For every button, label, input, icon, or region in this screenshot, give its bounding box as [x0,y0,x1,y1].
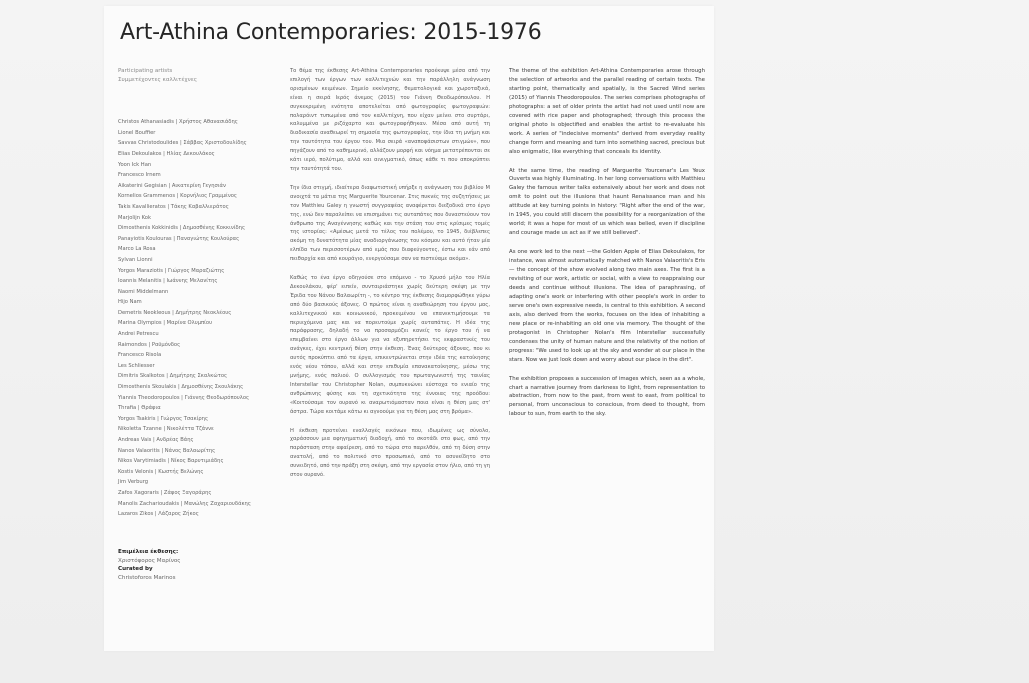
artist-name: Andreas Vais | Ανδρέας Βάης [118,437,194,443]
artist-name: Kornelios Grammenos | Κορνήλιος Γραμμένος [118,193,237,200]
artist-name: Marjolijn Kok [118,214,151,221]
curation-label-gr: Επιμέλεια έκθεσης: [118,549,179,555]
artist-name: Thrafia | Θράφια [118,405,161,412]
artist-name: Nikoletta Tzanne | Νικολέττα Τζάννε [118,426,214,433]
english-paragraph: At the same time, the reading of Marguerite Yourcenar's Les Yeux Ouverts was highly illuminating. In her long conversations with Matthieu Galey the famous writer talks extensively about her work and does not omit to point out the illusions that haunt Renaissance man and his attitude at key turning points in history: "Right after the end of the war, in 1945, you could still discern the possibility for a reorganization of the world; it was a hope for most of us which was belied, even if discipline and courage made us act as if we still believed". [509,167,705,237]
english-paragraph: The theme of the exhibition Art-Athina Contemporaries arose through the selection of artworks and the parallel reading of certain texts. The starting point, thematically and spatially, is the Sacred Wind series (2015) of Yiannis Theodoropoulos. The series comprises photographs of photographs: a set of older prints the artist had not used until now are covered with rice paper and photographed; through this process the original photo is objectified and enables the artist to re-evaluate his work. A series of "indecisive moments" derived from everyday reality change form and meaning and turn into something sacred, precious but also enigmatic, like everything that conceals its identity. [509,68,705,155]
english-text-column [509,67,705,429]
exhibition-title: Art-Athina Contemporaries: 2015-1976 [120,20,542,45]
participants-heading-en: Participating artists [118,68,173,74]
artist-list [118,117,278,520]
artist-name: Hijo Nam [118,299,142,306]
artist-name: Demetris Neokleous | Δημήτρης Νεοκλέους [118,309,232,316]
english-paragraph: The exhibition proposes a succession of images which, seen as a whole, chart a narrative journey from darkness to light, from representation to abstraction, from now to the past, from west to east, from political to personal, from unconscious to conscious, from deed to thought, from labour to sun, from earth to the sky. [509,375,705,418]
artist-name: Dimitris Skalkotos | Δημήτρης Σκαλκώτος [118,373,228,380]
artist-name: Yiannis Theodoropoulos | Γιάννης Θεοδωρόπουλος [118,394,250,401]
artist-name: Lazaros Zikos | Λάζαρος Ζήκος [118,511,199,518]
artist-name: Nikos Varytimiadis | Νίκος Βαρυτιμιάδης [118,458,224,465]
greek-paragraph: Την ίδια στιγμή, ιδιαίτερα διαφωτιστική υπήρξε η ανάγνωση του βιβλίου Μ ανοιχτά τα μάτια της Marguerite Yourcenar. Στις πυκνές της συζητήσεις με τον Matthieu Galey η γνωστή συγγραφέας αναφέρεται διεξοδικά στο έργο της, ενώ δεν παραλείπει να επισημάνει τις αυταπάτες που δυναστεύουν τον άνθρωπο της Αναγέννησης καθώς και την στάση του στις κρίσιμες τομές της ιστορίας: «Αμέσως μετά το τέλος του πολέμου, το 1945, διέβλεπες ακόμη τη δυνατότητα μίας αναδιοργάνωσης του κόσμου και αυτό ήταν μία ελπίδα των περισσοτέρων από εμάς που διαφεύγοντες, έστω και εάν από πειθαρχία και από κουράγιο, ενεργούσαμε σαν να πιστεύαμε ακόμα». [290,184,490,263]
artist-name: Manolis Zacharioudakis | Μανώλης Ζαχαριουδάκης [118,500,251,507]
artist-name: Jim Verburg [118,479,149,486]
artist-name: Yorgos Maraziotis | Γιώργος Μαραζιώτης [118,267,225,274]
artist-name: Francesco Irnem [118,172,161,179]
artist-name: Francesco Risola [118,352,162,359]
participants-heading-gr: Συμμετέχοντες καλλιτέχνες [118,76,198,83]
artist-name: Marco La Rosa [118,246,156,253]
artist-name: Les Schliesser [118,362,155,369]
artist-name: Elias Dekoulakos | Ηλίας Δεκουλάκος [118,150,215,157]
greek-paragraph: Καθώς το ένα έργο οδηγούσε στο επόμενο - το Χρυσό μήλο του Ηλία Δεκουλάκου, φέρ' ειπείν, συνταιριάστηκε χωρίς δεύτερη σκέψη με την Έριδα του Νάνου Βαλαωρίτη -, το κέντρο της έκθεσης διαμορφώθηκε γύρω από δύο βασικούς άξονες. Ο πρώτος είναι η αναθεώρηση του έργου μας, καλλιτεχνικού και κοινωνικού, προκειμένου να επανεκτιμήσουμε τα περιεχόμενα μας και να πορευτούμε χωρίς αυταπάτες. Η ιδέα της παράφρασης, δηλαδή το να προσαρμόζει κανείς το έργο του ή να επεμβαίνει στο έργο άλλων για να εξυπηρετήσει τις εκφραστικές του ανάγκες, έχει κεντρική θέση στην έκθεση. Ένας δεύτερος άξονας, που κι αυτός προκύπτει από τα έργα, επικεντρώνεται στην ιδέα της κατοίκησης ενός νέου τόπου, αλλά και στην επιθυμία επανακατοίκησης, μέσω της μνήμης, ενός παλιού. Ο συλλογισμός του πρωταγωνιστή της ταινίας Interstellar του Christopher Nolan, συμπυκνώνει εύστοχα το ενιαίο της ανθρώπινης φύσης και τη σχετικότητα της έννοιας της προόδου: «Κοιτούσαμε τον ουρανό κι αναρωτιόμασταν ποια είναι η θέση μας στ' άστρα. Τώρα κοιτάμε κάτω κι αγνοούμε για τη θέση μας στη βρόμα». [290,275,490,415]
greek-text-column [290,67,490,490]
english-paragraph: As one work led to the next —the Golden Apple of Elias Dekoulakos, for instance, was almost automatically matched with Nanos Valaoritis's Eris— the concept of the show evolved along two main axes. The first is a revisiting of our work, artistic or social, with a view to reappraising our deeds and continue without illusions. The idea of paraphrasing, of adapting one's work or interfering with other people's work in order to serve one's own expressive needs, is central to this exhibition. A second axis, also derived from the works, focuses on the idea of inhabiting a new place or re-inhabiting an old one via memory. The thought of the protagonist in Christopher Nolan's film Interstellar successfully condenses the unity of human nature and the relativity of the notion of progress: "We used to look up at the sky and wonder at our place in the stars. Now we just look down and worry about our place in the dirt". [509,249,705,363]
participants-column [118,67,278,520]
artist-name: Yorgos Tsakiris | Γιώργος Τσακίρης [118,415,209,422]
curator-name-gr: Χριστόφορος Μαρίνος [118,557,181,564]
artist-name: Zafos Xagoraris | Ζάφος Ξαγοράρης [118,489,212,496]
artist-name: Savvas Christodoulides | Σάββας Χριστοδουλίδης [118,140,247,147]
artist-name: Dimosthenis Kokkinidis | Δημοσθένης Κοκκινίδης [118,225,245,232]
artist-name: Naomi Middelmann [118,288,169,295]
curator-name-en: Christoforos Marinos [118,574,176,581]
artist-name: Sylvan Lionni [118,256,153,263]
artist-name: Dimosthenis Skoulakis | Δημοσθένης Σκουλάκης [118,384,244,391]
curation-credits [118,548,278,582]
greek-paragraph: Το θέμα της έκθεσης Art-Athina Contemporaries προέκυψε μέσα από την επιλογή των έργων των καλλιτεχνών και την παράλληλη ανάγνωση ορισμένων κειμένων. Σημείο εκκίνησης, θεματολογικά και χωροταξικά, είναι η σειρά Ιερός άνεμος (2015) του Γιάννη Θεοδωρόπουλου. Η συγκεκριμένη ενότητα αποτελείται από φωτογραφίες φωτογραφιών: πολαρόιντ τυπωμένα από τον καλλιτέχνη, που είχαν μείνει στο συρτάρι, καλυμμένα με ριζόχαρτο και φωτογραφήθηκαν. Μέσα από αυτή τη διαδικασία αναθεωρεί τη σημασία της φωτογραφίας, την ίδια τη μνήμη και την ταυτότητα του έργου του. Μια σειρά «αναποφάσιστων στιγμών», που πηγάζουν από το καθημερινό, αλλάζουν μορφή και νόημα μετατρέπονται σε κάτι ιερό, πολύτιμο, αλλά και αινιγματικό, όπως κάθε τι που αποκρύπτει την ταυτότητά του. [290,68,490,172]
artist-name: Ioannis Melanitis | Ιωάννης Μελανίτης [118,278,218,285]
artist-name: Andrei Petrescu [118,331,159,338]
artist-name: Yoon Ick Han [118,161,152,168]
artist-name: Aikaterini Gegisian | Αικατερίνη Γεγησιάν [118,182,226,189]
artist-name: Christos Athanasiadis | Χρήστος Αθανασιάδης [118,119,238,126]
artist-name: Nanos Valaoritis | Νάνος Βαλαωρίτης [118,447,216,454]
artist-name: Takis Kavallieratos | Τάκης Καβαλλιεράτος [118,203,229,210]
artist-name: Marina Olympios | Μαρίνα Ολυμπίου [118,320,213,327]
artist-name: Lionel Bouffier [118,129,156,136]
artist-name: Panayiotis Koulouras | Παναγιώτης Κουλούρας [118,235,240,242]
artist-name: Raimondos | Ραϋμόνδος [118,341,181,348]
curation-label-en: Curated by [118,566,153,573]
greek-paragraph: Η έκθεση προτείνει εναλλαγές εικόνων που, ιδωμένες ως σύνολο, χαράσσουν μια αφηγηματική διαδοχή, από το σκοτάδι στο φως, από την παράσταση στην αφαίρεση, από το τώρα στο παρελθόν, από τη δύση στην ανατολή, από το πολιτικό στο προσωπικό, από το ασυνείδητο στο συνειδητό, από την πράξη στη σκέψη, από την εργασία στον ήλιο, από τη γη στον ουρανό. [290,427,490,479]
artist-name: Kostis Velonis | Κωστής Βελώνης [118,468,204,475]
